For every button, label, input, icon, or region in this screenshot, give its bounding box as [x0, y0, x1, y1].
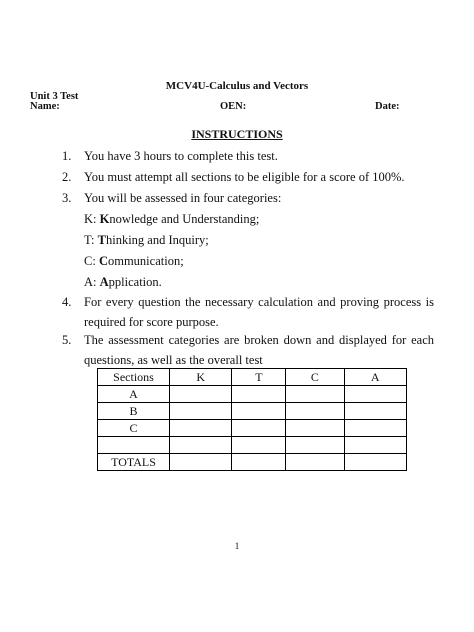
- category-initial: C: [98, 254, 108, 268]
- instruction-number: 3.: [62, 191, 72, 205]
- instruction-text: You have 3 hours to complete this test.: [84, 149, 278, 163]
- score-cell: [170, 386, 232, 403]
- unit-label: Unit 3 Test: [30, 91, 79, 102]
- category-application: A: Application.: [84, 275, 162, 289]
- score-cell: [344, 420, 406, 437]
- section-cell: A: [98, 386, 170, 403]
- score-cell: [232, 454, 286, 471]
- score-cell: [344, 386, 406, 403]
- score-cell: [344, 437, 406, 454]
- category-name: hinking and Inquiry;: [105, 233, 209, 247]
- category-communication: C: Communication;: [84, 254, 184, 268]
- header-cell: C: [286, 369, 344, 386]
- assessment-table: [97, 368, 407, 471]
- table-row: [98, 420, 407, 437]
- score-cell: [232, 386, 286, 403]
- category-thinking: T: Thinking and Inquiry;: [84, 233, 209, 247]
- category-initial: T: [97, 233, 106, 247]
- header-cell: K: [170, 369, 232, 386]
- score-cell: [232, 403, 286, 420]
- category-code: T: [84, 233, 92, 247]
- date-label: Date:: [375, 101, 400, 112]
- score-cell: [170, 437, 232, 454]
- score-cell: [286, 437, 344, 454]
- instruction-number: 2.: [62, 170, 72, 184]
- score-cell: [232, 420, 286, 437]
- header-cell: A: [344, 369, 406, 386]
- table-row: [98, 403, 407, 420]
- score-cell: [286, 420, 344, 437]
- category-knowledge: K: Knowledge and Understanding;: [84, 212, 260, 226]
- score-cell: [170, 454, 232, 471]
- instruction-item-1: [62, 146, 434, 166]
- instruction-item-3: [62, 188, 434, 208]
- instructions-heading: INSTRUCTIONS: [191, 127, 283, 141]
- table-header-row: [98, 369, 407, 386]
- instruction-text: The assessment categories are broken down and displayed for each questions, as well as the overall test: [84, 333, 434, 367]
- instruction-item-5: [62, 330, 434, 370]
- header-cell: Sections: [98, 369, 170, 386]
- score-cell: [170, 403, 232, 420]
- score-cell: [286, 386, 344, 403]
- name-label: Name:: [30, 101, 60, 112]
- category-code: K: [84, 212, 94, 226]
- section-cell: C: [98, 420, 170, 437]
- section-cell: B: [98, 403, 170, 420]
- instruction-item-4: [62, 292, 434, 332]
- section-cell: [98, 437, 170, 454]
- score-cell: [344, 454, 406, 471]
- instruction-item-2: [62, 167, 434, 187]
- section-cell: TOTALS: [98, 454, 170, 471]
- instruction-text: For every question the necessary calculation and proving process is required for score purpose.: [84, 295, 434, 329]
- category-initial: K: [99, 212, 110, 226]
- oen-label: OEN:: [220, 101, 247, 112]
- score-cell: [344, 403, 406, 420]
- page-number: 1: [234, 541, 240, 551]
- score-cell: [286, 454, 344, 471]
- score-cell: [286, 403, 344, 420]
- category-code: C: [84, 254, 93, 268]
- document-title: MCV4U-Calculus and Vectors: [165, 80, 309, 92]
- table-row-totals: [98, 454, 407, 471]
- instruction-number: 5.: [62, 333, 72, 347]
- instruction-number: 1.: [62, 149, 72, 163]
- category-code: A: [84, 275, 94, 289]
- instruction-text: You must attempt all sections to be eligible for a score of 100%.: [84, 170, 405, 184]
- score-cell: [170, 420, 232, 437]
- category-initial: A: [99, 275, 109, 289]
- category-name: ommunication;: [107, 254, 184, 268]
- instruction-text: You will be assessed in four categories:: [84, 191, 282, 205]
- score-cell: [232, 437, 286, 454]
- category-name: pplication.: [108, 275, 162, 289]
- table-row: [98, 386, 407, 403]
- table-row: [98, 437, 407, 454]
- instruction-number: 4.: [62, 295, 72, 309]
- category-name: nowledge and Understanding;: [109, 212, 260, 226]
- header-cell: T: [232, 369, 286, 386]
